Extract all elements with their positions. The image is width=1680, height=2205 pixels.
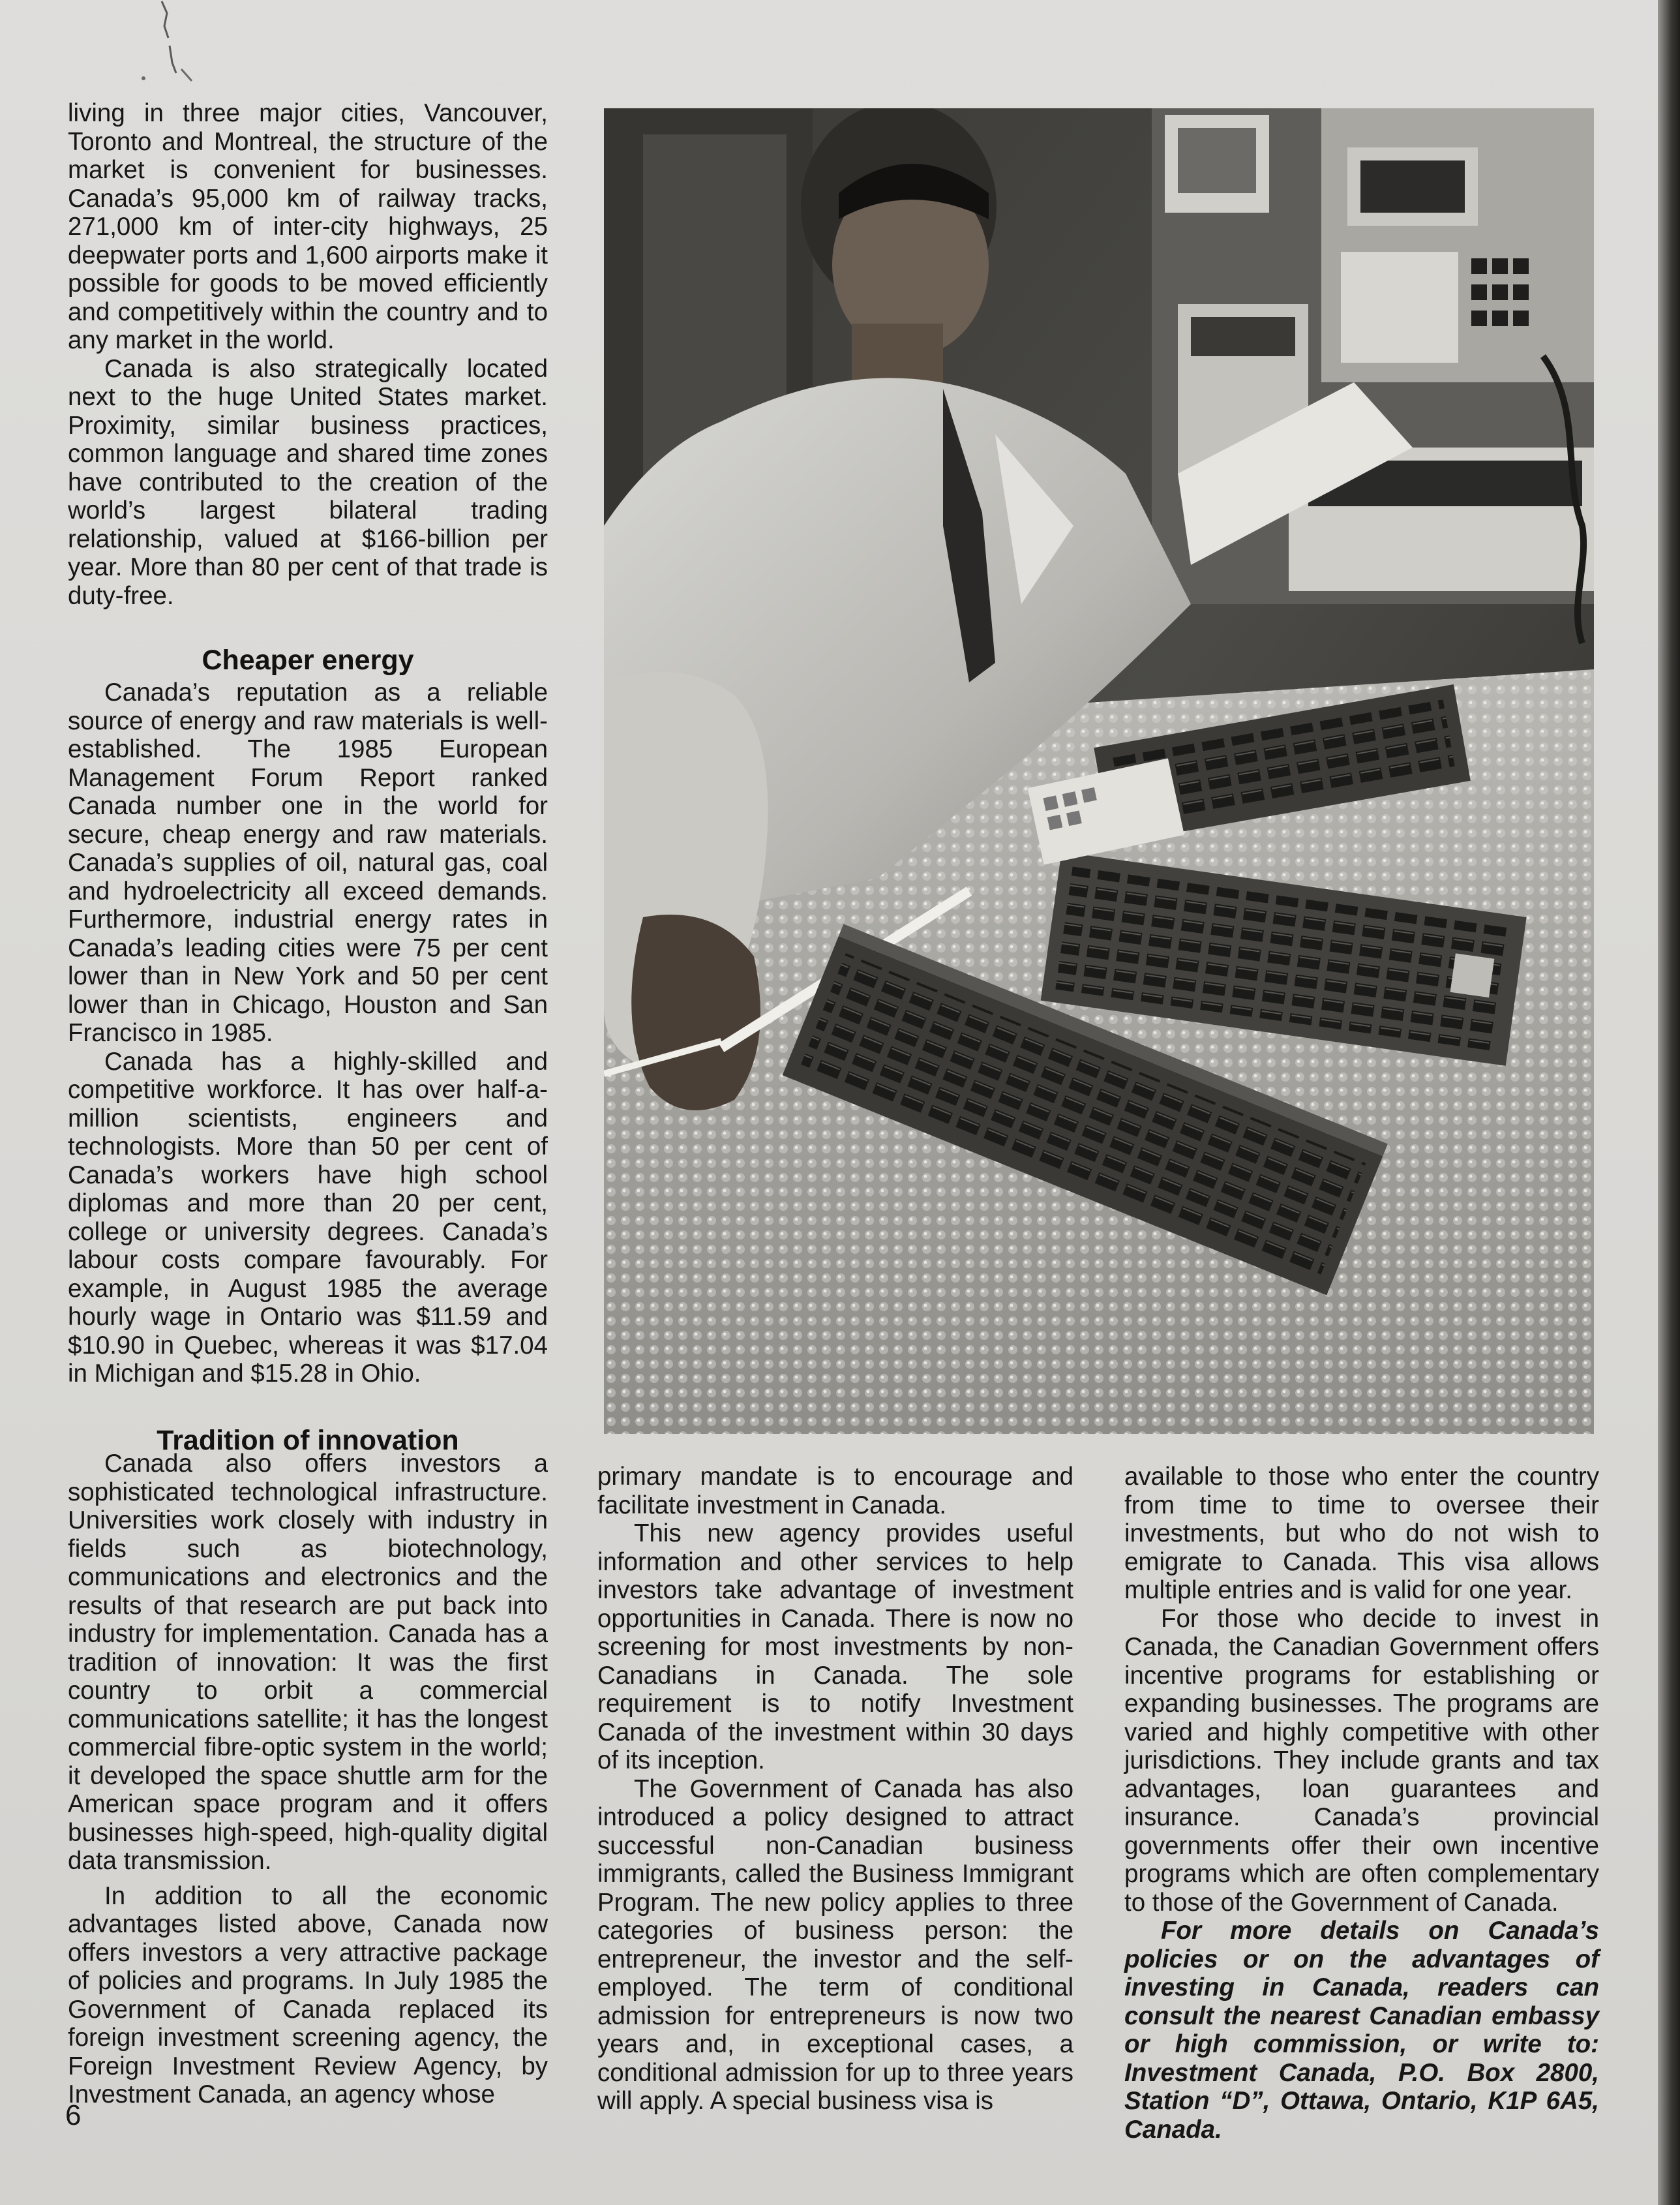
left-paragraph-3: Canada’s reputation as a reliable source of energy and raw materials is well-established. The 1985 European Management Forum Report ranked Canada number one in the world for secure, cheap energy and raw materials. Canada’s supplies of oil, natural gas, coal and hydroelectricity all exceed demands. Furthermore, industrial energy rates in Canada’s leading cities were 75 per cent lower than in New York and 50 per cent lower than in Chicago, Houston and San Francisco in 1985. [68,678,548,1047]
middle-column [597,1463,1073,2116]
print-specks [104,0,209,91]
left-column-top [68,99,548,610]
left-paragraph-1: living in three major cities, Vancouver, Toronto and Montreal, the structure of the market is convenient for businesses. Canada’s 95,000 km of railway tracks, 271,000 km of inter-city highways, 25 deepwater ports and 1,600 airports make it possible for goods to be moved efficiently and competitively within the country and to any market in the world. [68,99,548,354]
middle-paragraph-3: The Government of Canada has also introduced a policy designed to attract successful non-Canadian business immigrants, called the Business Immigrant Program. The new policy applies to three categories of business person: the entrepreneur, the investor and the self-employed. The term of conditional admission for entrepreneurs is now two years and, in exceptional cases, a conditional admission for up to three years will apply. A special business visa is [597,1774,1073,2115]
left-column-bottom [68,1450,548,2109]
left-column-middle [68,678,548,1388]
left-paragraph-5: Canada also offers investors a sophisticated technological infrastructure. Universities work closely with industry in fields such as biotechnology, communications and electronics and the results of that research are put back into industry for implementation. Canada has a tradition of innovation: It was the first country to orbit a commercial communications satellite; it has the longest commercial fibre-optic system in the world; it developed the space shuttle arm for the American space program and it offers businesses high-speed, high-quality digital data transmission. [68,1450,548,1875]
binding-shadow [1658,0,1680,2205]
right-column [1124,1463,1599,2144]
page-number: 6 [65,2099,82,2131]
heading-tradition-of-innovation: Tradition of innovation [157,1425,459,1456]
middle-paragraph-2: This new agency provides useful information and other services to help investors take advantage of investment opportunities in Canada. There is now no screening for most investments by non-Canadians in Canada. The sole requirement is to notify Investment Canada of the investment within 30 days of its inception. [597,1519,1073,1774]
right-paragraph-1: available to those who enter the country from time to time to oversee their investments, but who do not wish to emigrate to Canada. This visa allows multiple entries and is valid for one year. [1124,1463,1599,1604]
middle-paragraph-1: primary mandate is to encourage and facilitate investment in Canada. [597,1463,1073,1519]
photo-illustration [604,108,1594,1434]
photo-technician-circuit-boards [604,108,1594,1434]
left-paragraph-6: In addition to all the economic advantages listed above, Canada now offers investors a very attractive package of policies and programs. In July 1985 the Government of Canada replaced its foreign investment screening agency, the Foreign Investment Review Agency, by Investment Canada, an agency whose [68,1881,548,2108]
left-paragraph-2: Canada is also strategically located next to the huge United States market. Proximity, similar business practices, common language and shared time zones have contributed to the creation of the world’s largest bilateral trading relationship, valued at $166-billion per year. More than 80 per cent of that trade is duty-free. [68,354,548,610]
left-paragraph-4: Canada has a highly-skilled and competitive workforce. It has over half-a-million scientists, engineers and technologists. More than 50 per cent of Canada’s workers have high school diplomas and more than 20 per cent, college or university degrees. Canada’s labour costs compare favourably. For example, in August 1985 the average hourly wage in Ontario was $11.59 and $10.90 in Quebec, whereas it was $17.04 in Michigan and $15.28 in Ohio. [68,1047,548,1388]
heading-cheaper-energy: Cheaper energy [202,645,414,676]
closing-contact-note: For more details on Canada’s policies or on the advantages of investing in Canada, readers can consult the nearest Canadian embassy or high commission, or write to: Investment Canada, P.O. Box 2800, Station “D”, Ottawa, Ontario, K1P 6A5, Canada. [1124,1917,1599,2144]
right-paragraph-2: For those who decide to invest in Canada, the Canadian Government offers incentive programs for establishing or expanding businesses. The programs are varied and highly competitive with other jurisdictions. They include grants and tax advantages, loan guarantees and insurance. Canada’s provincial governments offer their own incentive programs which are often complementary to those of the Government of Canada. [1124,1604,1599,1917]
